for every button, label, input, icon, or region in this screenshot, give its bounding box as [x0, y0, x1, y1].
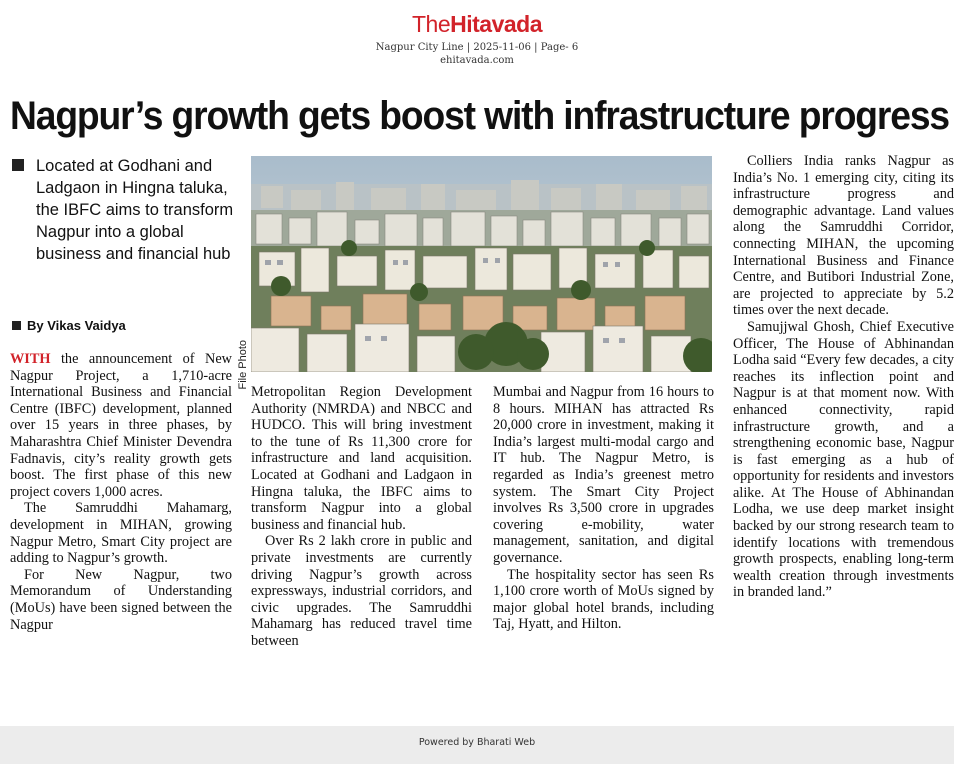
- paragraph: Metropolitan Region Development Authority (NMRDA) and NBCC and HUDCO. This will bring investment to the tune of Rs 11,300 crore for infrastructure and land acquisition. Located at Godhani and Ladgaon in Hingna taluka, the IBFC aims to transform Nagpur into a global business and financial hub.: [251, 384, 472, 533]
- article-column-2: [251, 384, 472, 650]
- newspaper-logo[interactable]: [0, 10, 954, 38]
- article-headline: Nagpur’s growth gets boost with infrastructure progress: [10, 94, 949, 138]
- paragraph: The hospitality sector has seen Rs 1,100 crore worth of MoUs signed by major global hotel brands, including Taj, Hyatt, and Hilton.: [493, 566, 714, 633]
- paragraph: Mumbai and Nagpur from 16 hours to 8 hours. MIHAN has attracted Rs 20,000 crore in investment, making it India’s largest multi-modal cargo and IT hub. The Nagpur Metro, is regarded as India’s greenest metro system. The Smart City Project involves Rs 3,500 crore in upgrades covering e-mobility, water management, sanitation, and digital governance.: [493, 384, 714, 566]
- byline-text: By Vikas Vaidya: [27, 318, 126, 333]
- article-kicker: [12, 155, 234, 265]
- byline: [12, 318, 126, 333]
- square-bullet-icon: [12, 321, 21, 330]
- logo-the: The: [411, 11, 451, 37]
- paragraph: Samujjwal Ghosh, Chief Executive Officer, The House of Abhinandan Lodha said “Every few decades, a city reaches its inflection point and Nagpur is at that moment now. With enhanced connectivity, rapid infrastructure growth, and a strengthening economic base, Nagpur is fast emerging as a hub of opportunity for residents and investors alike. At The House of Abhinandan Lodha, we use deep market insight backed by our strong research team to identify locations with tremendous growth prospects, enabling long-term wealth creation through investments in branded land.”: [733, 318, 954, 601]
- site-link[interactable]: ehitavada.com: [440, 55, 514, 66]
- city-skyline-photo: [251, 156, 712, 372]
- page-footer: [0, 726, 954, 764]
- paragraph: For New Nagpur, two Memorandum of Understanding (MoUs) have been signed between the Nagpur: [10, 566, 232, 633]
- paragraph: Over Rs 2 lakh crore in public and private investments are currently driving Nagpur’s growth across expressways, industrial corridors, and civic upgrades. The Samruddhi Mahamarg has reduced travel time between: [251, 533, 472, 649]
- paragraph-text: the announcement of New Nagpur Project, a 1,710-acre International Business and Financial Centre (IBFC) development, planned over 15 years in three phases, by Maharashtra Chief Minister Devendra Fadnavis, city’s reality growth gets boost. The first phase of this new project covers 1,000 acres.: [10, 351, 232, 500]
- article-column-3: [493, 384, 714, 633]
- photo-credit: [237, 340, 251, 400]
- paragraph: Colliers India ranks Nagpur as India’s No. 1 emerging city, citing its infrastructure progress and demographic advantage. Land values along the Samruddhi Corridor, connecting MIHAN, the upcoming International Business and Finance Centre, and Butibori Industrial Zone, are projected to appreciate by 5.2 times over the next decade.: [733, 153, 954, 319]
- logo-name: Hitavada: [450, 11, 542, 37]
- masthead: [0, 10, 954, 67]
- kicker-text: Located at Godhani and Ladgaon in Hingna taluka, the IBFC aims to transform Nagpur into a global business and financial hub: [36, 157, 234, 263]
- edition-line: Nagpur City Line | 2025-11-06 | Page- 6: [375, 42, 579, 53]
- square-bullet-icon: [12, 159, 24, 171]
- article-column-4: [733, 153, 954, 601]
- dropcap-word: WITH: [10, 351, 51, 367]
- powered-by-link[interactable]: Powered by Bharati Web: [418, 737, 536, 748]
- city-photo-illustration: [251, 156, 712, 372]
- article-column-1: [10, 351, 232, 633]
- paragraph: [10, 351, 232, 500]
- paragraph: The Samruddhi Mahamarg, development in MIHAN, growing Nagpur Metro, Smart City project are adding to Nagpur’s growth.: [10, 500, 232, 567]
- photo-credit-text: File Photo: [237, 340, 249, 390]
